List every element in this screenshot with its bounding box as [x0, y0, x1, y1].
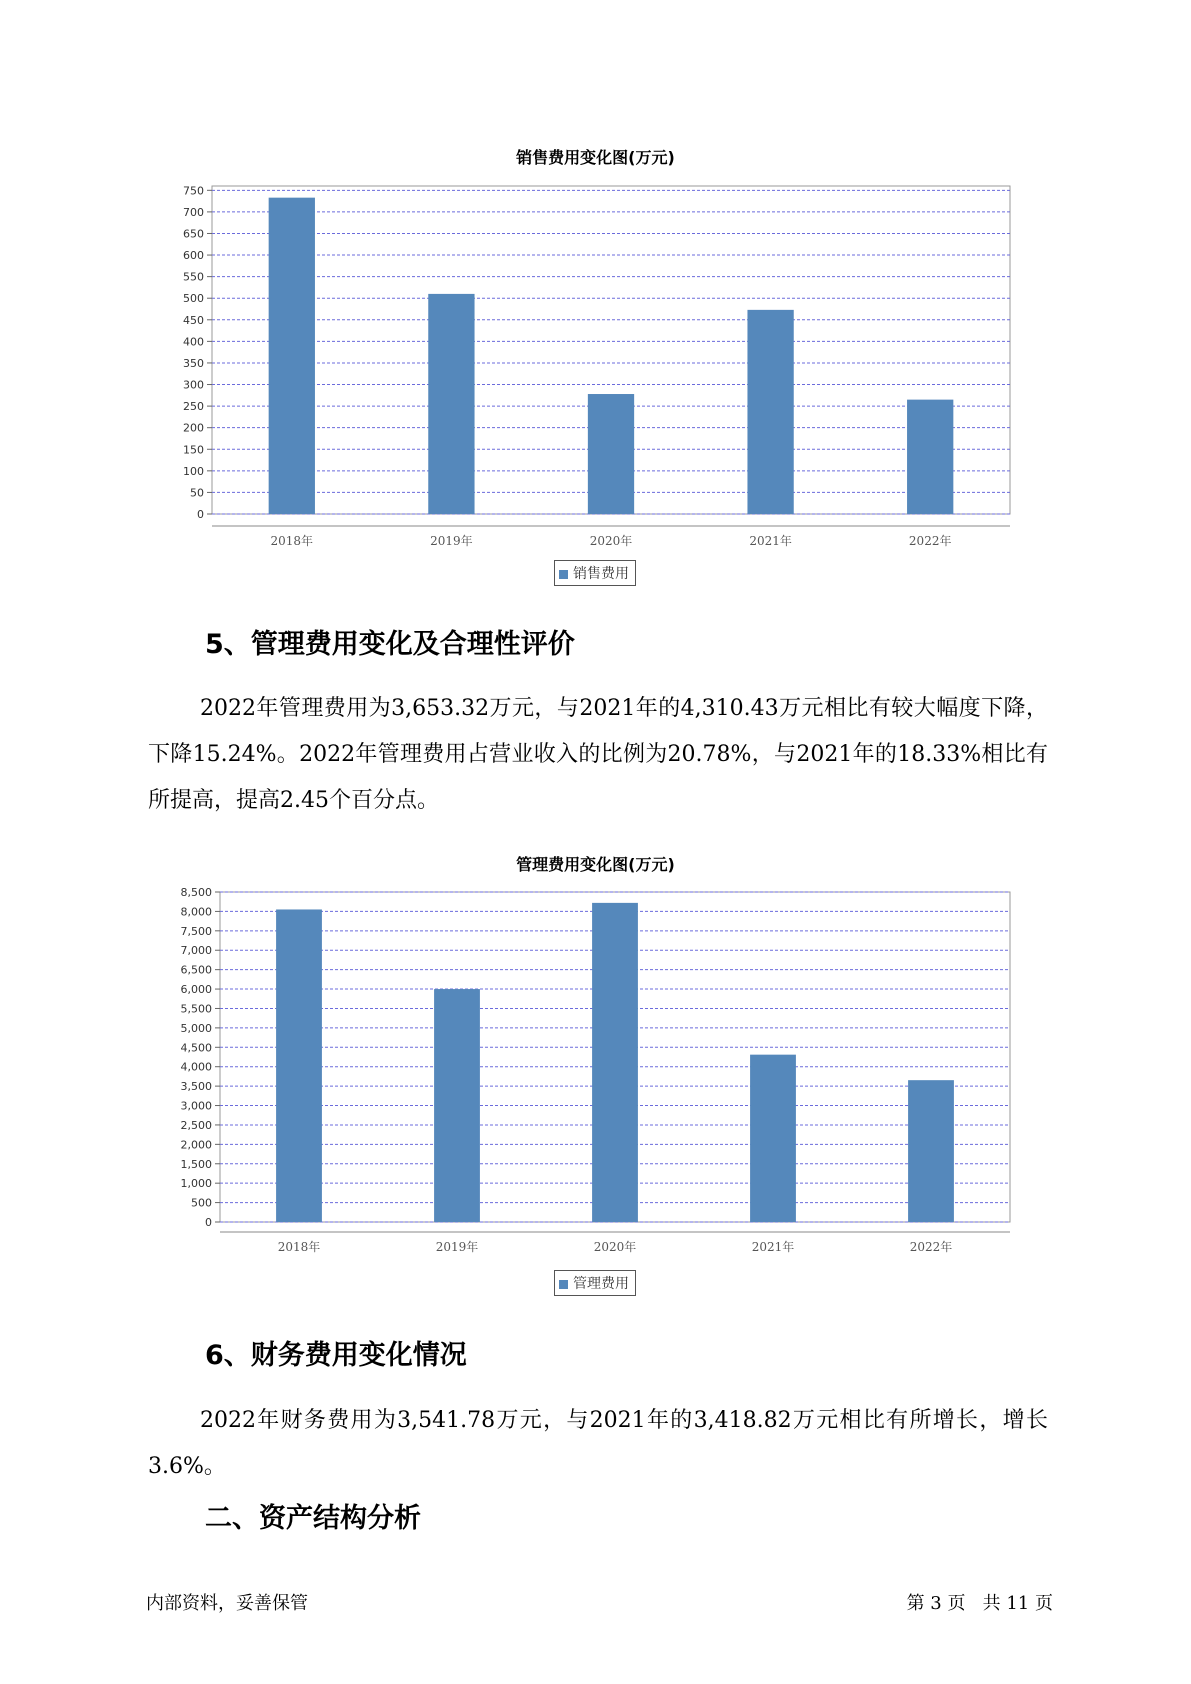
- legend-swatch: [559, 1280, 568, 1289]
- chart2-title: 管理费用变化图(万元): [516, 855, 675, 874]
- y-tick-label: 2,500: [180, 1118, 212, 1132]
- footer-confidential: 内部资料，妥善保管: [146, 1593, 308, 1614]
- chart1-title: 销售费用变化图(万元): [516, 148, 675, 167]
- y-tick-label: 600: [183, 249, 204, 263]
- y-tick-label: 3,500: [180, 1080, 212, 1094]
- x-tick-label: 2021年: [751, 1240, 795, 1254]
- y-tick-label: 7,500: [180, 924, 212, 938]
- y-tick-label: 550: [183, 270, 204, 284]
- x-tick-label: 2022年: [909, 1240, 953, 1254]
- y-tick-label: 7,000: [180, 944, 212, 958]
- y-tick-label: 4,000: [180, 1060, 212, 1074]
- x-tick-label: 2021年: [749, 534, 792, 548]
- y-tick-label: 5,500: [180, 1002, 212, 1016]
- y-tick-label: 5,000: [180, 1021, 212, 1035]
- y-tick-label: 700: [183, 205, 204, 219]
- section6-heading: 6、财务费用变化情况: [205, 1340, 467, 1371]
- y-tick-label: 8,000: [180, 905, 212, 919]
- bar-2019年: [434, 989, 480, 1222]
- x-tick-label: 2022年: [908, 534, 952, 548]
- bar-2020年: [592, 903, 638, 1222]
- section5-paragraph: 2022年管理费用为3,653.32万元，与2021年的4,310.43万元相比有较大幅度下降，下降15.24%。2022年管理费用占营业收入的比例为20.78%，与2021年的18.33%相比有所提高，提高2.45个百分点。: [148, 696, 1048, 813]
- x-tick-label: 2020年: [589, 534, 633, 548]
- bar-2022年: [908, 1080, 954, 1222]
- chart2-legend: [554, 1270, 636, 1296]
- x-tick-label: 2019年: [435, 1240, 479, 1254]
- x-tick-label: 2020年: [593, 1240, 637, 1254]
- section6-paragraph: 2022年财务费用为3,541.78万元，与2021年的3,418.82万元相比有所增长，增长3.6%。: [148, 1408, 1048, 1479]
- y-tick-label: 1,500: [180, 1157, 212, 1171]
- y-tick-label: 500: [191, 1196, 212, 1210]
- y-tick-label: 200: [183, 421, 204, 435]
- bar-2018年: [276, 909, 322, 1222]
- y-tick-label: 500: [183, 292, 204, 306]
- y-tick-label: 100: [183, 464, 204, 478]
- y-tick-label: 0: [197, 508, 204, 521]
- y-tick-label: 2,000: [180, 1138, 212, 1152]
- y-tick-label: 8,500: [180, 886, 212, 899]
- y-tick-label: 3,000: [180, 1099, 212, 1113]
- y-tick-label: 650: [183, 227, 204, 241]
- chart1-legend-label: 销售费用: [573, 566, 629, 582]
- y-tick-label: 6,000: [180, 983, 212, 997]
- y-tick-label: 750: [183, 184, 204, 198]
- y-tick-label: 1,000: [180, 1177, 212, 1191]
- x-tick-label: 2018年: [270, 534, 314, 548]
- chart2-legend-label: 管理费用: [573, 1276, 629, 1292]
- y-tick-label: 400: [183, 335, 204, 349]
- y-tick-label: 250: [183, 400, 204, 414]
- section-two-heading: 二、资产结构分析: [205, 1503, 421, 1534]
- footer-page-number: 第 3 页 共 11 页: [906, 1593, 1053, 1614]
- x-tick-label: 2018年: [277, 1240, 321, 1254]
- x-tick-label: 2019年: [430, 534, 473, 548]
- y-tick-label: 4,500: [180, 1041, 212, 1055]
- section5-heading: 5、管理费用变化及合理性评价: [205, 629, 575, 660]
- y-tick-label: 450: [183, 313, 204, 327]
- y-tick-label: 300: [183, 378, 204, 392]
- bar-2021年: [750, 1055, 796, 1222]
- y-tick-label: 50: [190, 486, 204, 500]
- y-tick-label: 150: [183, 443, 204, 457]
- y-tick-label: 0: [205, 1216, 212, 1229]
- y-tick-label: 6,500: [180, 963, 212, 977]
- y-tick-label: 350: [183, 356, 204, 370]
